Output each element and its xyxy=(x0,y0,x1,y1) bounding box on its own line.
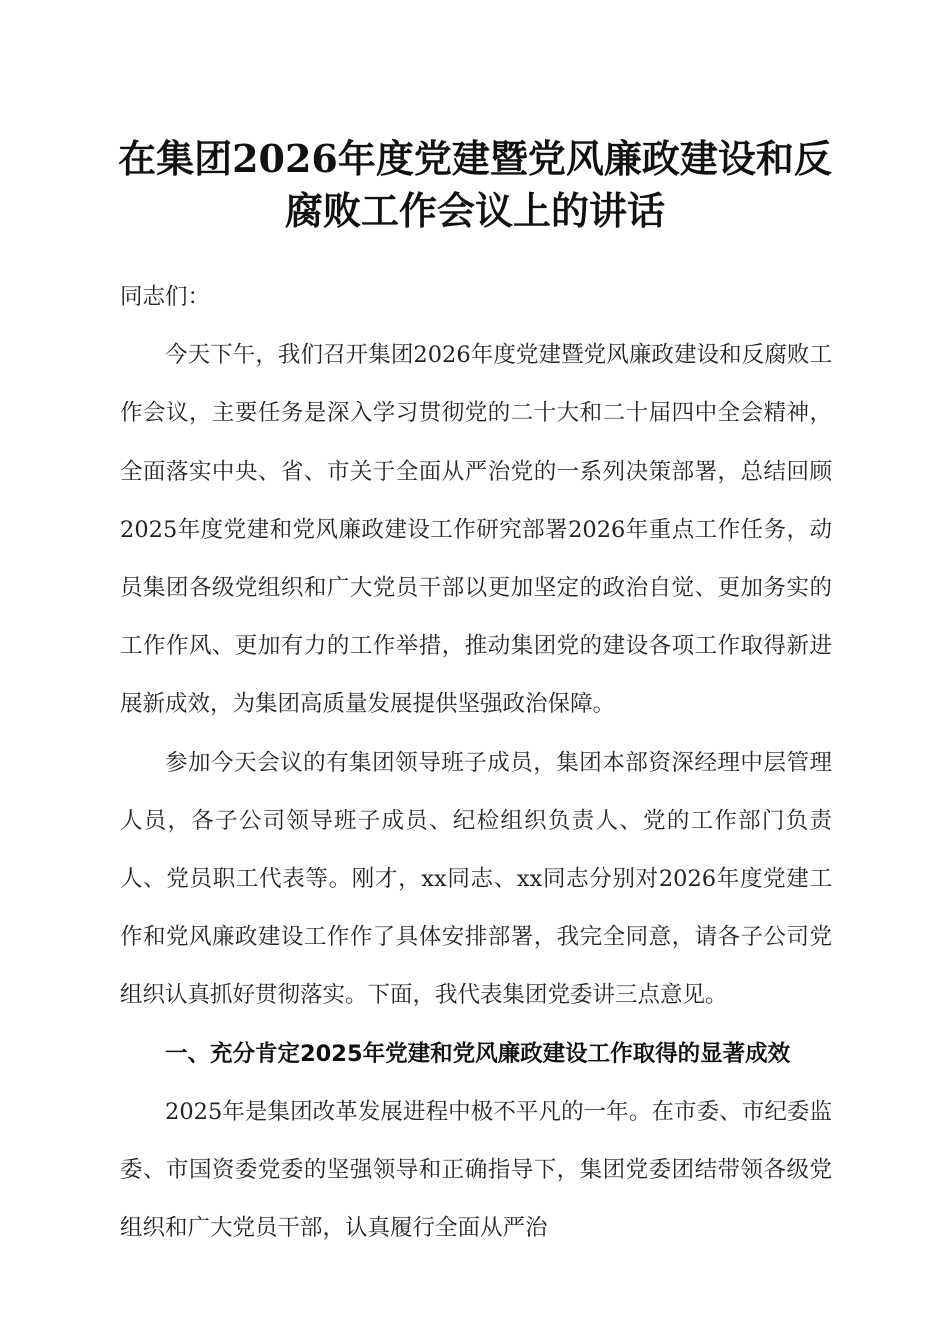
section-heading: 一、充分肯定2025年党建和党风廉政建设工作取得的显著成效 xyxy=(165,1040,791,1067)
document-title: 在集团2026年度党建暨党风廉政建设和反腐败工作会议上的讲话 xyxy=(118,136,832,233)
salutation: 同志们： xyxy=(120,284,211,310)
paragraph-intro: 今天下午，我们召开集团2026年度党建暨党风廉政建设和反腐败工作会议，主要任务是深入学习贯彻党的二十大和二十届四中全会精神，全面落实中央、省、市关于全面从严治党的一系列决策部署，总结回顾2025年度党建和党风廉政建设工作研究部署2026年重点工作任务，动员集团各级党组织和广大党员干部以更加坚定的政治自觉、更加务实的工作作风、更加有力的工作举措，推动集团党的建设各项工作取得新进展新成效，为集团高质量发展提供坚强政治保障。 xyxy=(120,342,832,718)
document-body xyxy=(120,268,832,1257)
paragraph-attendees: 参加今天会议的有集团领导班子成员，集团本部资深经理中层管理人员，各子公司领导班子成员、纪检组织负责人、党的工作部门负责人、党员职工代表等。刚才，xx同志、xx同志分别对2026年度党建工作和党风廉政建设工作作了具体安排部署，我完全同意，请各子公司党组织认真抓好贯彻落实。下面，我代表集团党委讲三点意见。 xyxy=(120,749,832,1009)
paragraph-section-one: 2025年是集团改革发展进程中极不平凡的一年。在市委、市纪委监委、市国资委党委的坚强领导和正确指导下，集团党委团结带领各级党组织和广大党员干部，认真履行全面从严治 xyxy=(120,1098,832,1242)
